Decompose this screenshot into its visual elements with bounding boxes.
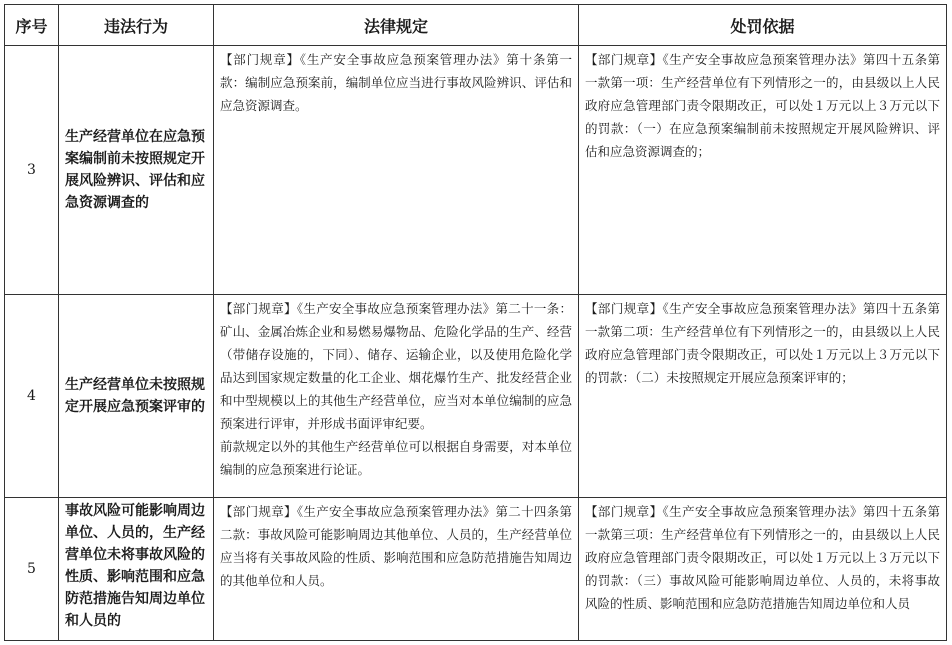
header-act: 违法行为 [59, 5, 214, 46]
row-seq: 3 [5, 46, 59, 295]
row-violation: 生产经营单位未按照规定开展应急预案评审的 [59, 295, 214, 498]
row-basis: 【部门规章】《生产安全事故应急预案管理办法》第四十五条第一款第二项：生产经营单位有下列情形之一的，由县级以上人民政府应急管理部门责令限期改正，可以处１万元以上３万元以下的罚款：（二）未按照规定开展应急预案评审的； [579, 295, 947, 498]
law-clip [220, 500, 572, 638]
row-basis: 【部门规章】《生产安全事故应急预案管理办法》第四十五条第一款第一项：生产经营单位有下列情形之一的，由县级以上人民政府应急管理部门责令限期改正，可以处１万元以上３万元以下的罚款：（一）在应急预案编制前未按照规定开展风险辨识、评估和应急资源调查的； [579, 46, 947, 295]
row-seq: 4 [5, 295, 59, 498]
law-paragraph: 【部门规章】《生产安全事故应急预案管理办法》第二十四条第二款：事故风险可能影响周边其他单位、人员的，生产经营单位应当将有关事故风险的性质、影响范围和应急防范措施告知周边的其他单位和人员。 [220, 504, 572, 588]
row-violation: 生产经营单位在应急预案编制前未按照规定开展风险辨识、评估和应急资源调查的 [59, 46, 214, 295]
row-violation [59, 498, 214, 641]
header-law: 法律规定 [214, 5, 579, 46]
row-law [214, 295, 579, 498]
law-paragraph: 前款规定以外的其他生产经营单位可以根据自身需要，对本单位编制的应急预案进行论证。 [220, 439, 572, 477]
row-law [214, 46, 579, 295]
law-paragraph: 【部门规章】《生产安全事故应急预案管理办法》第二十一条：矿山、金属冶炼企业和易燃易爆物品、危险化学品的生产、经营（带储存设施的，下同）、储存、运输企业，以及使用危险化学品达到国家规定数量的化工企业、烟花爆竹生产、批发经营企业和中型规模以上的其他生产经营单位，应当对本单位编制的应急预案进行评审，并形成书面评审纪要。 [220, 301, 572, 431]
row-seq: 5 [5, 498, 59, 641]
law-paragraph: 【部门规章】《生产安全事故应急预案管理办法》第十条第一款：编制应急预案前，编制单位应当进行事故风险辨识、评估和应急资源调查。 [220, 52, 572, 113]
header-row [5, 5, 947, 46]
penalty-table [4, 4, 947, 641]
table-row [5, 46, 947, 295]
table-row [5, 498, 947, 641]
basis-clip: 【部门规章】《生产安全事故应急预案管理办法》第四十五条第一款第三项：生产经营单位有下列情形之一的，由县级以上人民政府应急管理部门责令限期改正，可以处１万元以上３万元以下的罚款：（三）事故风险可能影响周边单位、人员的，未将事故风险的性质、影响范围和应急防范措施告知周边单位和人员 [585, 504, 940, 611]
violation-clip: 事故风险可能影响周边单位、人员的，生产经营单位未将事故风险的性质、影响范围和应急防范措施告知周边单位和人员的 [65, 503, 205, 629]
row-law [214, 498, 579, 641]
header-basis: 处罚依据 [579, 5, 947, 46]
header-seq: 序号 [5, 5, 59, 46]
row-basis [579, 498, 947, 641]
table-row [5, 295, 947, 498]
